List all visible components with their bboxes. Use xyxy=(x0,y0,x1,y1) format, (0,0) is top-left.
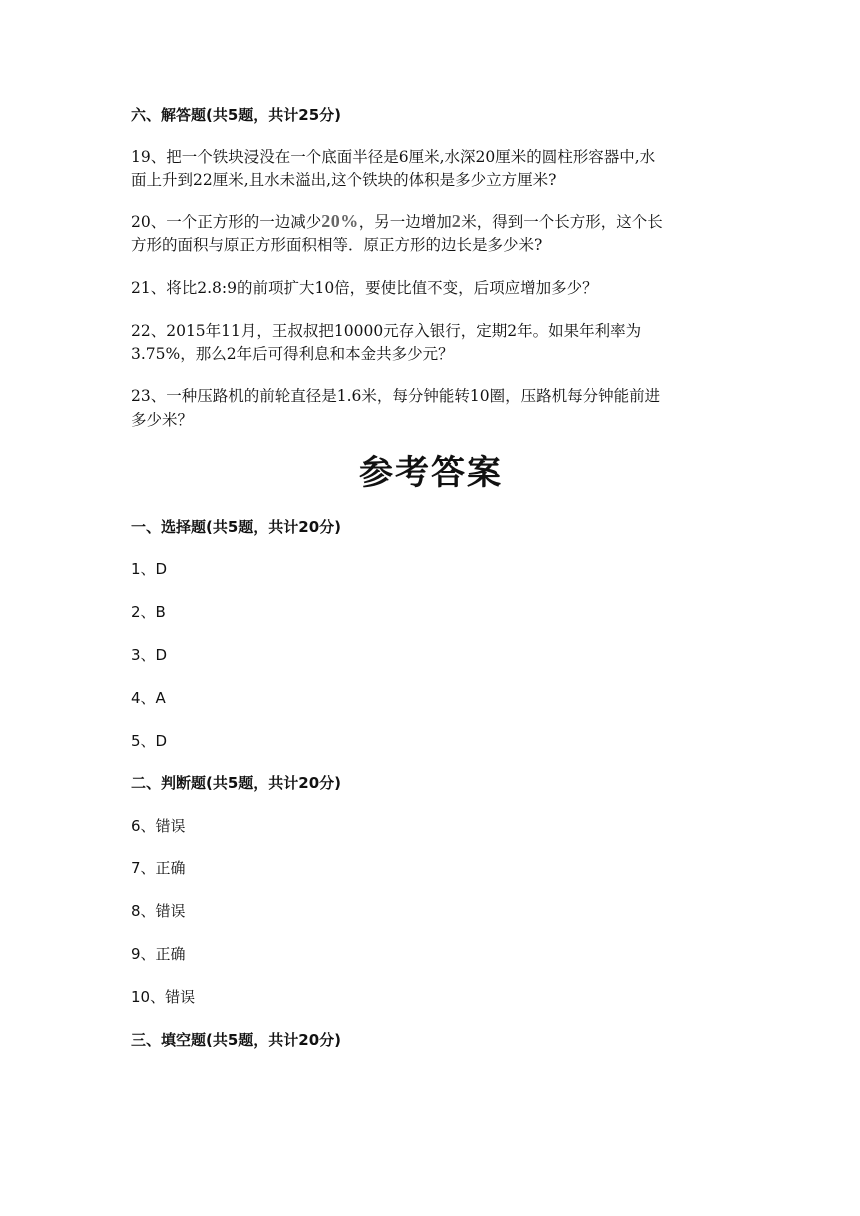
question-20-number: 2 xyxy=(451,211,462,231)
question-20-text-c: 米，得到一个长方形，这个长 xyxy=(461,213,663,231)
answers-section-3-heading: 三、填空题(共5题，共计20分) xyxy=(131,1031,342,1049)
question-23-line-1: 23、一种压路机的前轮直径是1.6米，每分钟能转10圈，压路机每分钟能前进 xyxy=(131,387,661,405)
question-20-line-2: 方形的面积与原正方形面积相等．原正方形的边长是多少米? xyxy=(131,236,543,254)
answer-item: 3、D xyxy=(131,646,168,664)
answer-item: 4、A xyxy=(131,689,166,707)
question-20-text-b: ，另一边增加 xyxy=(358,213,452,231)
question-22-line-1: 22、2015年11月，王叔叔把10000元存入银行，定期2年。如果年利率为 xyxy=(131,322,642,340)
answer-item: 10、错误 xyxy=(131,988,196,1006)
question-20-line-1 xyxy=(131,210,663,234)
answers-title: 参考答案 xyxy=(359,453,503,493)
answer-item: 6、错误 xyxy=(131,817,186,835)
answer-item: 2、B xyxy=(131,603,166,621)
answers-section-2-heading: 二、判断题(共5题，共计20分) xyxy=(131,774,342,792)
question-20-percent: 20% xyxy=(321,211,359,231)
question-21: 21、将比2.8:9的前项扩大10倍，要使比值不变，后项应增加多少？ xyxy=(131,279,598,297)
question-23-line-2: 多少米？ xyxy=(131,411,194,429)
document-page xyxy=(131,0,731,1216)
question-20-text-a: 20、一个正方形的一边减少 xyxy=(131,213,322,231)
section-six-heading: 六、解答题(共5题，共计25分) xyxy=(131,106,342,124)
answer-item: 1、D xyxy=(131,560,168,578)
answer-item: 8、错误 xyxy=(131,902,186,920)
answers-section-1-heading: 一、选择题(共5题，共计20分) xyxy=(131,518,342,536)
answer-item: 9、正确 xyxy=(131,945,186,963)
question-19-line-2: 面上升到22厘米,且水未溢出,这个铁块的体积是多少立方厘米? xyxy=(131,171,557,189)
answer-item: 7、正确 xyxy=(131,859,186,877)
answer-item: 5、D xyxy=(131,732,168,750)
question-22-line-2: 3.75%，那么2年后可得利息和本金共多少元？ xyxy=(131,345,454,363)
question-19-line-1: 19、把一个铁块浸没在一个底面半径是6厘米,水深20厘米的圆柱形容器中,水 xyxy=(131,148,656,166)
